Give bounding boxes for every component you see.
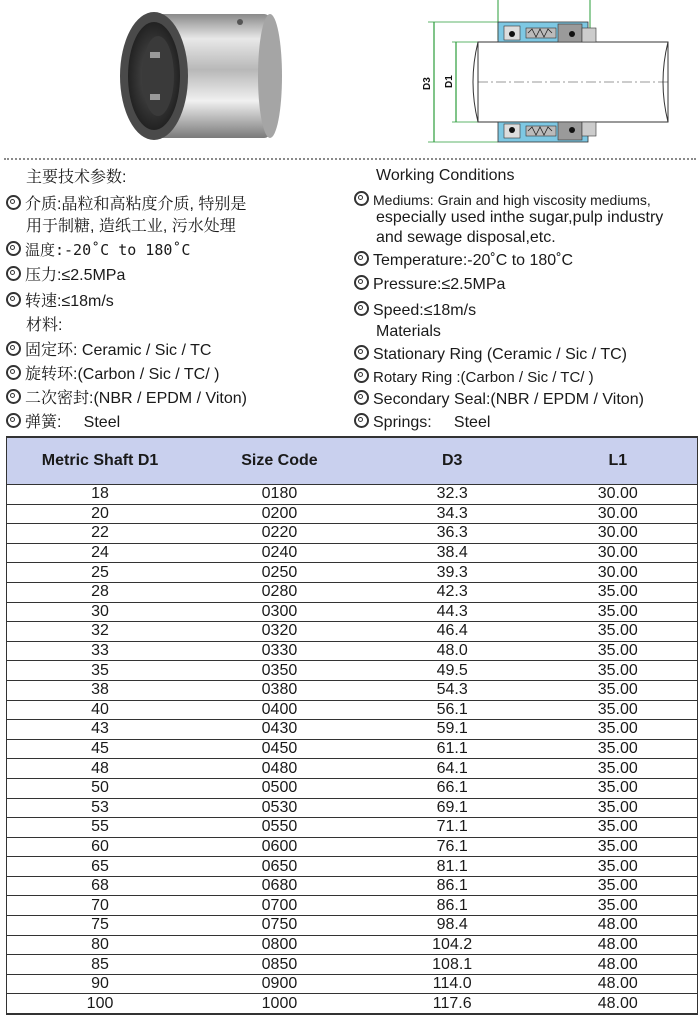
cell-d3: 66.1 [366,778,539,798]
cell-d3: 117.6 [366,994,539,1014]
spec-mediums-line1: Mediums: Grain and high viscosity mediums, [373,192,651,208]
label-d1: D1 [444,75,455,88]
table-row [7,485,698,505]
product-header [0,0,700,160]
bullet-ring-icon [6,241,21,256]
cell-shaft-d1: 35 [7,661,194,681]
cell-l1: 35.00 [539,622,698,642]
bullet-ring-icon [354,275,369,290]
cell-size-code: 0300 [193,602,366,622]
cell-shaft-d1: 32 [7,622,194,642]
cell-size-code: 1000 [193,994,366,1014]
cell-size-code: 0280 [193,582,366,602]
cell-shaft-d1: 20 [7,504,194,524]
cell-d3: 71.1 [366,818,539,838]
cell-l1: 48.00 [539,916,698,936]
cell-l1: 35.00 [539,759,698,779]
cell-l1: 35.00 [539,602,698,622]
cell-shaft-d1: 50 [7,778,194,798]
cell-size-code: 0430 [193,720,366,740]
cell-shaft-d1: 80 [7,935,194,955]
bullet-ring-icon [354,368,369,383]
working-conditions-heading: Working Conditions [376,167,515,184]
cell-l1: 35.00 [539,798,698,818]
cell-shaft-d1: 55 [7,818,194,838]
cell-size-code: 0480 [193,759,366,779]
header-l1: L1 [539,437,698,485]
table-row [7,504,698,524]
cell-l1: 35.00 [539,582,698,602]
cell-d3: 48.0 [366,641,539,661]
cell-l1: 35.00 [539,857,698,877]
cell-size-code: 0330 [193,641,366,661]
cell-l1: 35.00 [539,837,698,857]
size-table [6,436,698,1015]
cell-size-code: 0200 [193,504,366,524]
cell-l1: 35.00 [539,700,698,720]
cell-shaft-d1: 75 [7,916,194,936]
spec-rotary-cn [6,364,219,385]
table-row [7,759,698,779]
cell-d3: 34.3 [366,504,539,524]
cell-size-code: 0400 [193,700,366,720]
cell-l1: 35.00 [539,739,698,759]
cell-size-code: 0240 [193,543,366,563]
table-row [7,739,698,759]
label-d3: D3 [422,77,433,90]
spec-speed-cn-text: 转速:≤18m/s [25,293,114,310]
cell-d3: 114.0 [366,974,539,994]
spec-springs [354,412,490,433]
bullet-ring-icon [354,301,369,316]
spec-secondary-cn [6,388,247,409]
cell-shaft-d1: 53 [7,798,194,818]
bullet-ring-icon [6,292,21,307]
spec-speed-text: Speed:≤18m/s [373,302,477,319]
cell-l1: 35.00 [539,778,698,798]
cell-l1: 30.00 [539,524,698,544]
cell-d3: 46.4 [366,622,539,642]
cell-d3: 49.5 [366,661,539,681]
bullet-ring-icon [354,251,369,266]
cell-shaft-d1: 43 [7,720,194,740]
spec-medium-cn-line2: 用于制糖, 造纸工业, 污水处理 [26,218,236,235]
table-row [7,582,698,602]
spec-pressure [354,274,505,295]
cell-d3: 38.4 [366,543,539,563]
table-row [7,955,698,975]
spec-springs-cn-text: 弹簧: Steel [25,414,121,431]
table-row [7,602,698,622]
table-row [7,935,698,955]
cell-size-code: 0850 [193,955,366,975]
cell-d3: 32.3 [366,485,539,505]
spec-rotary [354,367,594,388]
cell-shaft-d1: 48 [7,759,194,779]
cell-l1: 48.00 [539,955,698,975]
bullet-ring-icon [354,191,369,206]
table-row [7,720,698,740]
table-row [7,700,698,720]
cell-d3: 64.1 [366,759,539,779]
cell-d3: 42.3 [366,582,539,602]
table-row [7,896,698,916]
header-d3: D3 [366,437,539,485]
spec-temperature-cn [6,240,190,261]
bullet-ring-icon [354,413,369,428]
cell-shaft-d1: 25 [7,563,194,583]
table-row [7,798,698,818]
materials-heading-cn: 材料: [26,317,63,334]
spec-springs-cn [6,412,120,433]
cell-size-code: 0550 [193,818,366,838]
cell-d3: 86.1 [366,896,539,916]
spec-speed-cn [6,291,114,312]
table-row [7,876,698,896]
table-row [7,524,698,544]
cell-shaft-d1: 33 [7,641,194,661]
table-row [7,994,698,1014]
cell-size-code: 0250 [193,563,366,583]
table-row [7,563,698,583]
spec-temperature [354,250,573,271]
bullet-ring-icon [6,195,21,210]
spec-pressure-cn-text: 压力:≤2.5MPa [25,267,126,284]
table-row [7,680,698,700]
spec-rotary-cn-text: 旋转环:(Carbon / Sic / TC/ ) [25,366,220,383]
cell-l1: 30.00 [539,485,698,505]
header-size-code: Size Code [193,437,366,485]
cell-d3: 59.1 [366,720,539,740]
cell-d3: 104.2 [366,935,539,955]
cell-shaft-d1: 28 [7,582,194,602]
cell-l1: 35.00 [539,720,698,740]
spec-stationary-cn [6,340,211,361]
cell-shaft-d1: 90 [7,974,194,994]
bullet-ring-icon [6,341,21,356]
cell-d3: 108.1 [366,955,539,975]
cell-l1: 35.00 [539,680,698,700]
cell-l1: 48.00 [539,994,698,1014]
materials-heading: Materials [376,323,441,340]
cell-shaft-d1: 30 [7,602,194,622]
cell-shaft-d1: 100 [7,994,194,1014]
spec-speed [354,300,476,321]
cell-d3: 98.4 [366,916,539,936]
cell-l1: 30.00 [539,543,698,563]
cell-shaft-d1: 68 [7,876,194,896]
seal-cross-section-diagram [418,0,678,150]
table-row [7,661,698,681]
bullet-ring-icon [6,365,21,380]
cell-l1: 48.00 [539,974,698,994]
cell-size-code: 0180 [193,485,366,505]
cell-size-code: 0600 [193,837,366,857]
cell-l1: 35.00 [539,641,698,661]
cell-l1: 30.00 [539,563,698,583]
cell-d3: 44.3 [366,602,539,622]
cell-d3: 61.1 [366,739,539,759]
table-row [7,837,698,857]
table-row [7,916,698,936]
spec-medium-cn [6,194,246,215]
cell-d3: 81.1 [366,857,539,877]
cell-size-code: 0220 [193,524,366,544]
spec-stationary-cn-text: 固定环: Ceramic / Sic / TC [25,342,212,359]
spec-temperature-cn-text: 温度:-20˚C to 180˚C [25,241,191,259]
cell-shaft-d1: 85 [7,955,194,975]
spec-rotary-text: Rotary Ring :(Carbon / Sic / TC/ ) [373,369,594,386]
cell-size-code: 0450 [193,739,366,759]
cell-size-code: 0800 [193,935,366,955]
bullet-ring-icon [354,390,369,405]
spec-mediums-line3: and sewage disposal,etc. [376,229,556,246]
cell-d3: 54.3 [366,680,539,700]
cell-l1: 35.00 [539,661,698,681]
spec-pressure-cn [6,265,125,286]
cell-shaft-d1: 22 [7,524,194,544]
cell-l1: 35.00 [539,896,698,916]
cell-size-code: 0650 [193,857,366,877]
table-header-row [7,437,698,485]
header-metric-shaft: Metric Shaft D1 [7,437,194,485]
bullet-ring-icon [6,266,21,281]
cell-size-code: 0750 [193,916,366,936]
cell-shaft-d1: 40 [7,700,194,720]
seal-photo [112,2,302,152]
cell-shaft-d1: 60 [7,837,194,857]
table-row [7,543,698,563]
table-row [7,622,698,642]
bullet-ring-icon [6,389,21,404]
cell-d3: 76.1 [366,837,539,857]
cell-shaft-d1: 70 [7,896,194,916]
spec-secondary-cn-text: 二次密封:(NBR / EPDM / Viton) [25,390,247,407]
specs-heading-cn: 主要技术参数: [26,169,127,186]
bullet-ring-icon [6,413,21,428]
table-row [7,641,698,661]
cell-size-code: 0380 [193,680,366,700]
spec-temperature-text: Temperature:-20˚C to 180˚C [373,252,574,269]
bullet-ring-icon [354,345,369,360]
spec-pressure-text: Pressure:≤2.5MPa [373,276,506,293]
table-row [7,857,698,877]
table-row [7,974,698,994]
spec-stationary-text: Stationary Ring (Ceramic / Sic / TC) [373,346,627,363]
spec-springs-text: Springs: Steel [373,414,491,431]
cell-d3: 86.1 [366,876,539,896]
spec-mediums-line2: especially used inthe sugar,pulp industry [376,209,664,226]
cell-l1: 35.00 [539,876,698,896]
cell-shaft-d1: 24 [7,543,194,563]
cell-size-code: 0530 [193,798,366,818]
cell-size-code: 0320 [193,622,366,642]
cell-size-code: 0900 [193,974,366,994]
section-divider [4,158,696,160]
spec-secondary [354,389,644,410]
cell-l1: 35.00 [539,818,698,838]
cell-l1: 48.00 [539,935,698,955]
cell-shaft-d1: 38 [7,680,194,700]
table-row [7,818,698,838]
spec-secondary-text: Secondary Seal:(NBR / EPDM / Viton) [373,391,644,408]
cell-d3: 36.3 [366,524,539,544]
cell-shaft-d1: 18 [7,485,194,505]
table-body [7,485,698,1015]
spec-medium-cn-line1: 介质:晶粒和高粘度介质, 特别是 [25,196,247,213]
cell-l1: 30.00 [539,504,698,524]
cell-d3: 56.1 [366,700,539,720]
cell-shaft-d1: 65 [7,857,194,877]
table-row [7,778,698,798]
cell-shaft-d1: 45 [7,739,194,759]
cell-size-code: 0500 [193,778,366,798]
cell-size-code: 0700 [193,896,366,916]
cell-size-code: 0350 [193,661,366,681]
cell-size-code: 0680 [193,876,366,896]
spec-stationary [354,344,627,365]
cell-d3: 69.1 [366,798,539,818]
cell-d3: 39.3 [366,563,539,583]
